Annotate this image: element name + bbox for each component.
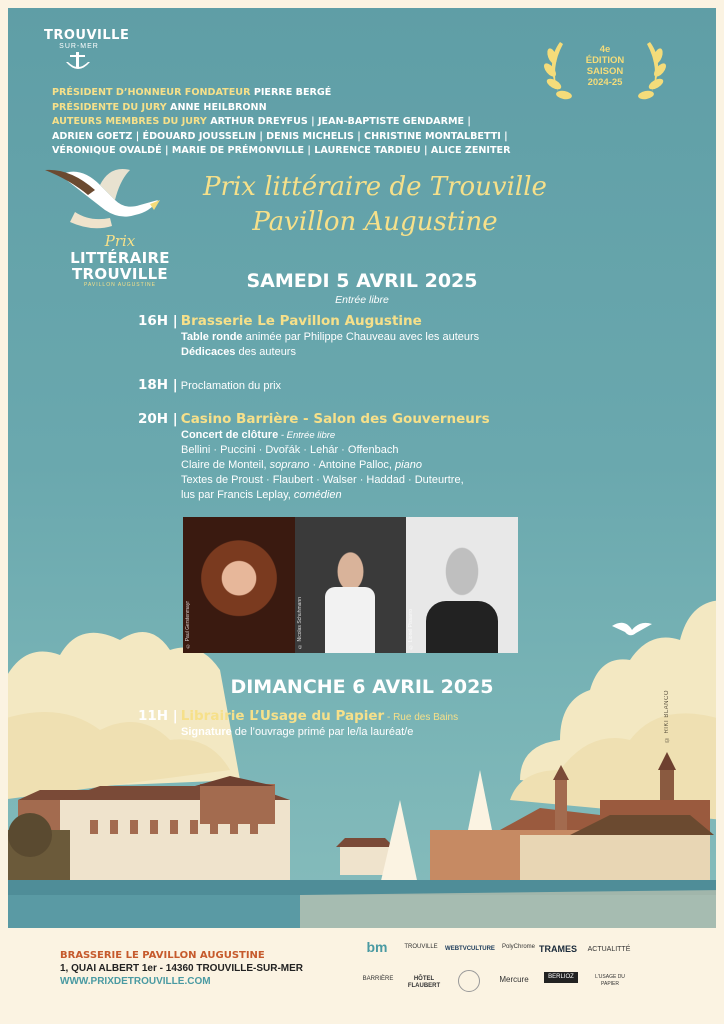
performer2-role: piano	[395, 459, 422, 471]
photo-credit: © Nicolas Schuhmann	[296, 597, 303, 649]
prize-logo-line1: LITTÉRAIRE	[70, 249, 170, 267]
event-place-sub: - Rue des Bains	[384, 712, 459, 723]
event-11h	[138, 709, 458, 740]
sponsor-logo: L'USAGE DU PAPIER	[595, 974, 625, 987]
edition-badge	[542, 38, 668, 102]
prize-logo-sub: PAVILLON AUGUSTINE	[84, 282, 156, 288]
performer1-role: soprano	[269, 459, 310, 471]
poster-title	[170, 170, 580, 240]
trouville-logo	[44, 28, 130, 50]
performer1: Claire de Monteil,	[181, 459, 270, 471]
jury-members-line2: ADRIEN GOETZ | ÉDOUARD JOUSSELIN | DENIS MICHELIS | CHRISTINE MONTALBETTI |	[52, 130, 508, 142]
title-line2: Pavillon Augustine	[252, 207, 498, 237]
jury-founder-name: PIERRE BERGÉ	[253, 87, 332, 98]
jury-members-line1: ARTHUR DREYFUS | JEAN-BAPTISTE GENDARME |	[210, 116, 471, 127]
sponsor-logo: TROUVILLE	[404, 944, 438, 950]
logo-sub: SUR-MER	[59, 43, 99, 50]
venue-address: 1, QUAI ALBERT 1er - 14360 TROUVILLE-SUR-MER	[60, 963, 304, 974]
event-detail: animée par Philippe Chauveau avec les auteurs	[242, 331, 480, 343]
venue-name: BRASSERIE LE PAVILLON AUGUSTINE	[60, 950, 265, 961]
sponsor-logo: BERLIOZ	[544, 972, 578, 983]
photo-pianist	[295, 517, 407, 653]
event-18h	[138, 378, 281, 394]
event-place: Casino Barrière - Salon des Gouverneurs	[180, 411, 490, 427]
jury-founder-label: PRÉSIDENT D’HONNEUR FONDATEUR	[52, 87, 251, 98]
event-time: 16H |	[138, 313, 178, 329]
composers-line: Bellini · Puccini · Dvořák · Lehár · Offenbach	[181, 444, 399, 456]
event-detail-bold: Table ronde	[181, 331, 243, 343]
performer2: · Antoine Palloc,	[309, 459, 396, 471]
event-16h	[138, 314, 479, 360]
sponsor-logo	[458, 970, 480, 992]
day2-date: DIMANCHE 6 AVRIL 2025	[230, 676, 494, 698]
edition-number: 4e	[599, 44, 611, 55]
event-detail-bold: Signature	[181, 726, 232, 738]
footer-address	[60, 949, 303, 988]
sponsor-logo: PolyChrome	[502, 944, 536, 950]
photo-credit: © Paul Gerstenmayr	[185, 601, 191, 649]
performer-photos	[183, 517, 518, 653]
sponsor-logo: Mercure	[499, 975, 529, 984]
event-20h	[138, 412, 490, 503]
event-time: 20H |	[138, 411, 178, 427]
prize-logo-line2: TROUVILLE	[72, 265, 168, 283]
event-detail-italic: - Entrée libre	[278, 430, 336, 441]
reader-line: lus par Francis Leplay,	[181, 489, 294, 501]
sponsor-logo: BARRIÈRE	[362, 976, 394, 982]
texts-line: Textes de Proust · Flaubert · Walser · Haddad · Duteurtre,	[181, 474, 464, 486]
event-detail: des auteurs	[235, 346, 296, 358]
event-detail-bold: Concert de clôture	[181, 429, 279, 441]
day1-free-entry: Entrée libre	[335, 294, 389, 306]
jury-president-name: ANNE HEILBRONN	[170, 101, 267, 113]
event-place: Librairie L’Usage du Papier	[180, 708, 385, 724]
prize-logo-prix: Prix	[104, 232, 136, 250]
logo-name: TROUVILLE	[44, 28, 130, 43]
season-years: 2024-25	[587, 77, 623, 88]
sponsor-logo: HÔTEL FLAUBERT	[407, 976, 441, 989]
sponsor-logo: ACTUALITTÉ	[587, 946, 631, 953]
jury-president-label: PRÉSIDENTE DU JURY	[52, 101, 167, 113]
day1-date: SAMEDI 5 AVRIL 2025	[246, 270, 478, 292]
event-detail: de l’ouvrage primé par le/la lauréat/e	[231, 726, 414, 738]
edition-label: ÉDITION	[585, 55, 625, 66]
event-detail-bold: Dédicaces	[181, 346, 236, 358]
season-label: SAISON	[586, 66, 624, 77]
jury-members-line3: VÉRONIQUE OVALDÉ | MARIE DE PRÉMONVILLE | LAURENCE TARDIEU | ALICE ZENITER	[52, 145, 511, 156]
illustrator-credit: © RIKI BLANCO	[664, 690, 670, 743]
jury-list	[52, 86, 532, 159]
photo-soprano	[183, 517, 295, 653]
sponsor-logo: WEBTVCULTURE	[445, 946, 495, 952]
event-place: Brasserie Le Pavillon Augustine	[180, 313, 422, 329]
event-detail: Proclamation du prix	[180, 380, 282, 392]
website-link[interactable]: WWW.PRIXDETROUVILLE.COM	[60, 976, 211, 987]
jury-members-label: AUTEURS MEMBRES DU JURY	[52, 116, 207, 127]
reader-role: comédien	[293, 489, 342, 501]
sponsor-logo: TRAMES	[539, 944, 577, 954]
sponsor-logo: bm	[366, 939, 388, 955]
photo-reader	[406, 517, 518, 653]
photo-credit: © Lionel Pissarro	[408, 608, 415, 649]
title-line1: Prix littéraire de Trouville	[203, 172, 547, 202]
event-time: 11H |	[138, 708, 178, 724]
event-time: 18H |	[138, 377, 178, 393]
